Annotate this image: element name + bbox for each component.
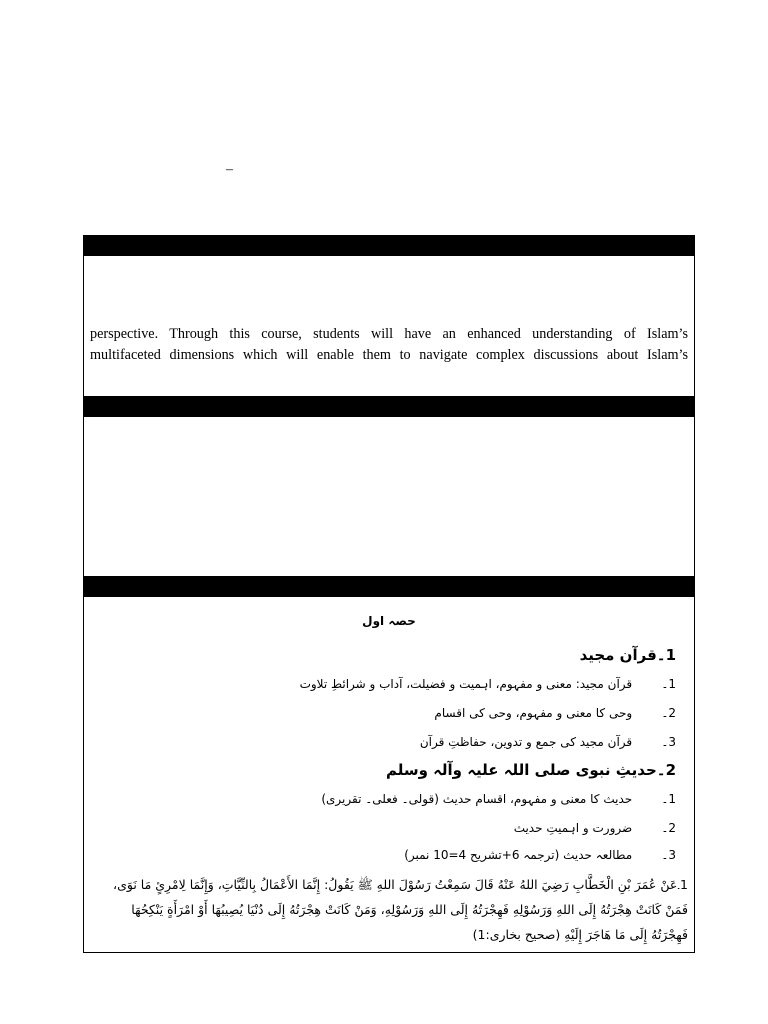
item-number: 3۔ (661, 735, 676, 749)
hadith-line-3: فَهِجْرَتُهُ إِلَى مَا هَاجَرَ إِلَيْهِ (صحیح بخاری:1) (472, 927, 688, 942)
list-item (420, 735, 676, 749)
course-outline-frame (83, 235, 695, 953)
hadith-text (90, 872, 688, 947)
section-title-hadith: 2۔حدیثِ نبوی صلی اللہ علیہ وآلہ وسلم (385, 761, 676, 779)
header-dash: – (226, 162, 233, 177)
item-number: 2۔ (661, 821, 676, 835)
item-number: 2۔ (661, 706, 676, 720)
item-number: 1۔ (661, 677, 676, 691)
item-text: ضرورت و اہمیتِ حدیث (513, 821, 633, 835)
description-line-1: perspective. Through this course, students will have an enhanced understanding of Islam’s (90, 326, 688, 342)
section-bar-objectives (84, 397, 694, 417)
item-text: قرآن مجید: معنی و مفہوم، اہمیت و فضیلت، آداب و شرائطِ تلاوت (299, 677, 633, 691)
item-number: 3۔ (661, 848, 676, 862)
item-text: قرآن مجید کی جمع و تدوین، حفاظتِ قرآن (419, 735, 633, 749)
list-item (434, 706, 676, 720)
list-item (404, 848, 676, 862)
item-text: مطالعہ حدیث (ترجمہ 6+تشریح 4=10 نمبر) (404, 848, 633, 862)
section-bar-description (84, 236, 694, 256)
section-title-quran: 1۔قرآن مجید (579, 646, 676, 664)
hadith-line-2: فَمَنْ كَانَتْ هِجْرَتُهُ إِلَى اللهِ وَرَسُوْلِهِ فَهِجْرَتُهُ إِلَى اللهِ وَرَسُوْلِهِ، وَمَنْ كَانَتْ هِجْرَتُهُ إِلَى دُنْيَا يُصِيبُهَا أَوْ امْرَأَةٍ يَنْكِحُهَا (131, 902, 688, 917)
description-line-2: multifaceted dimensions which will enable them to navigate complex discussions about Islam’s (90, 347, 688, 363)
section-bar-contents (84, 577, 694, 597)
hadith-line-1: 1۔عَنْ عُمَرَ بْنِ الْخَطَّابِ رَضِيَ اللهُ عَنْهُ قَالَ سَمِعْتُ رَسُوْلَ اللهِ ﷺ يَقُولُ: إِنَّمَا الأَعْمَالُ بِالنِّيَّاتِ، وَإِنَّمَا لِامْرِئٍ مَا نَوَى، (113, 877, 688, 892)
course-description (90, 324, 688, 366)
list-item (514, 821, 676, 835)
item-number: 1۔ (661, 792, 676, 806)
item-text: وحی کا معنی و مفہوم، وحی کی اقسام (434, 706, 633, 720)
list-item (321, 792, 676, 806)
list-item (300, 677, 676, 691)
item-text: حدیث کا معنی و مفہوم، اقسام حدیث (قولی۔ فعلی۔ تقریری) (321, 792, 633, 806)
part-title: حصہ اول (362, 614, 416, 628)
